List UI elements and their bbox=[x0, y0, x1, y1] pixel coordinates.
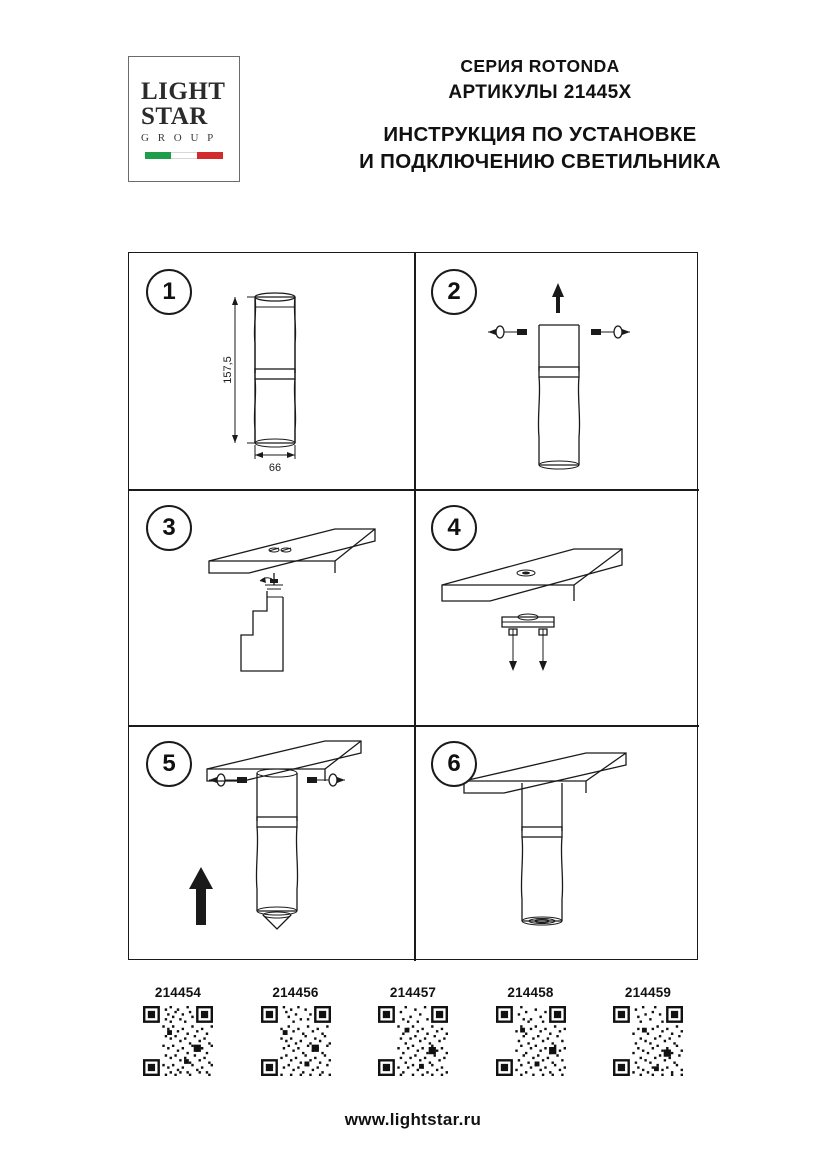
screw-right-icon bbox=[539, 629, 547, 671]
screw-left-icon bbox=[509, 629, 517, 671]
article-codes-row bbox=[128, 985, 698, 1076]
instruction-title-line2: И ПОДКЛЮЧЕНИЮ СВЕТИЛЬНИКА bbox=[359, 150, 721, 173]
screwdriver-right-icon bbox=[591, 326, 630, 338]
code-item bbox=[246, 985, 346, 1076]
header-titles bbox=[260, 54, 820, 175]
step-number-4: 4 bbox=[431, 505, 477, 551]
instruction-title-line1: ИНСТРУКЦИЯ ПО УСТАНОВКЕ bbox=[383, 123, 697, 146]
article-number: 214456 bbox=[272, 985, 319, 1000]
code-item bbox=[481, 985, 581, 1076]
page-header bbox=[0, 44, 826, 204]
qr-code-icon bbox=[378, 1006, 448, 1076]
step-number-5: 5 bbox=[146, 741, 192, 787]
svg-text:157,5: 157,5 bbox=[222, 356, 234, 384]
screwdriver-left-icon bbox=[209, 774, 247, 786]
code-item bbox=[363, 985, 463, 1076]
svg-text:66: 66 bbox=[268, 462, 282, 474]
qr-code-icon bbox=[261, 1006, 331, 1076]
footer-website[interactable]: www.lightstar.ru bbox=[344, 1110, 482, 1129]
step-cell-1 bbox=[129, 253, 414, 489]
series-title: СЕРИЯ ROTONDA bbox=[460, 56, 620, 76]
article-number: 214457 bbox=[389, 985, 437, 1000]
code-item bbox=[128, 985, 228, 1076]
qr-code-icon bbox=[496, 1006, 566, 1076]
code-item bbox=[598, 985, 698, 1076]
screwdriver-left-icon bbox=[488, 326, 527, 338]
articles-title: АРТИКУЛЫ 21445X bbox=[448, 82, 632, 103]
logo-subtitle: G R O U P bbox=[141, 132, 217, 144]
step-cell-2 bbox=[414, 253, 699, 489]
italian-flag-icon bbox=[145, 152, 223, 159]
logo-line-1: LIGHT bbox=[141, 78, 226, 105]
steps-grid bbox=[128, 252, 698, 960]
article-number: 214459 bbox=[624, 985, 672, 1000]
article-number: 214458 bbox=[507, 985, 554, 1000]
article-number: 214454 bbox=[154, 985, 202, 1000]
step-number-3: 3 bbox=[146, 505, 192, 551]
step-cell-4 bbox=[414, 489, 699, 725]
qr-code-icon bbox=[143, 1006, 213, 1076]
step-number-1: 1 bbox=[146, 269, 192, 315]
brand-logo bbox=[128, 56, 240, 182]
logo-line-2: STAR bbox=[141, 103, 208, 130]
step-cell-3 bbox=[129, 489, 414, 725]
qr-code-icon bbox=[613, 1006, 683, 1076]
step-cell-6 bbox=[414, 725, 699, 961]
step-cell-5 bbox=[129, 725, 414, 961]
step-number-6: 6 bbox=[431, 741, 477, 787]
step-number-2: 2 bbox=[431, 269, 477, 315]
screwdriver-right-icon bbox=[307, 774, 345, 786]
